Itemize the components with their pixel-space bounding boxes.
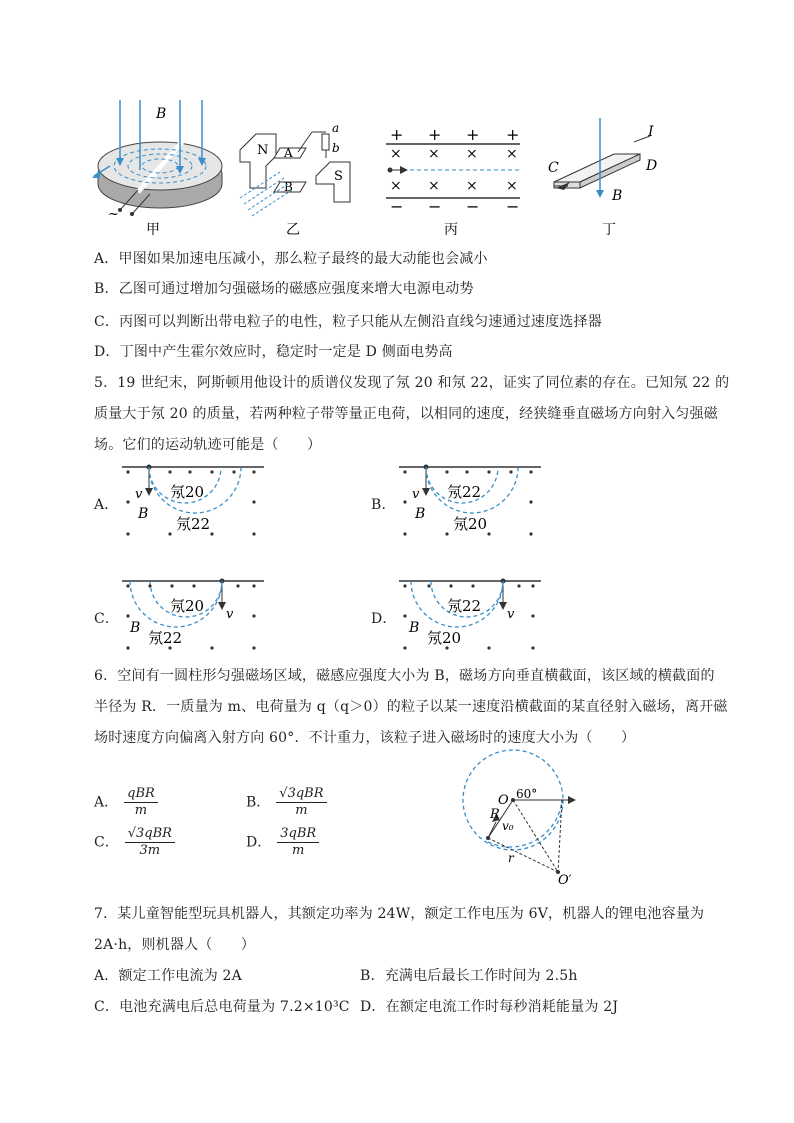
cross-7: × — [466, 178, 478, 194]
q7-option-b: B．充满电后最长工作时间为 2.5h — [360, 968, 578, 984]
q6-option-d-fraction — [277, 826, 319, 859]
minus-3: − — [466, 197, 480, 216]
q4-option-b: B．乙图可通过增加匀强磁场的磁感应强度来增大电源电动势 — [94, 281, 474, 297]
plus-1: + — [390, 125, 404, 144]
q5-option-c-figure — [118, 574, 268, 654]
q6-option-d-label: D． — [246, 834, 272, 851]
q6-option-a-numerator: qBR — [124, 786, 158, 803]
q5-stem-line3: 场。它们的运动轨迹可能是（ ） — [94, 437, 322, 453]
q6-option-c-fraction — [125, 826, 175, 859]
q6-option-d-denominator: m — [292, 843, 305, 858]
hall-effect-figure — [548, 118, 657, 204]
q5c-B-label: B — [130, 620, 141, 636]
q6-figure — [458, 742, 588, 887]
plate-B-label: B — [284, 180, 293, 194]
minus-1: − — [390, 197, 404, 216]
q5d-v-label: v — [507, 607, 515, 622]
magnet-S-label: S — [334, 169, 343, 184]
q5c-v-label: v — [226, 607, 234, 622]
figure-jia-caption: 甲 — [146, 222, 160, 238]
q6-option-b-fraction — [276, 786, 326, 819]
q4-figures — [80, 92, 720, 240]
terminal-b-label: b — [332, 141, 340, 155]
plus-3: + — [466, 125, 480, 144]
q6-option-a-label: A． — [94, 794, 119, 811]
q5a-B-label: B — [138, 506, 149, 522]
q5b-outer-label: 氖20 — [453, 515, 488, 533]
q6-option-d — [246, 826, 319, 859]
q5-option-a-figure — [118, 460, 268, 540]
q6-fig-Oprime-label: O′ — [558, 873, 572, 887]
q6-option-b-numerator: √3qBR — [276, 786, 326, 803]
q5a-v-label: v — [135, 487, 143, 502]
q5-option-a-label: A． — [94, 497, 119, 513]
cross-2: × — [428, 146, 440, 162]
q7-option-c: C．电池充满电后总电荷量为 7.2×10³C — [94, 999, 350, 1015]
mhd-generator-figure — [240, 121, 350, 216]
hall-I-label: I — [648, 124, 654, 140]
cyclotron-ac-label: ~ — [108, 207, 119, 222]
q6-option-a-denominator: m — [134, 803, 148, 818]
minus-2: − — [428, 197, 442, 216]
hall-C-label: C — [548, 160, 559, 176]
q6-option-b — [246, 786, 327, 819]
q5-option-d-figure — [395, 574, 545, 654]
q5d-outer-label: 氖20 — [427, 629, 462, 647]
q5c-outer-label: 氖22 — [148, 629, 183, 647]
q4-option-d: D．丁图中产生霍尔效应时，稳定时一定是 D 侧面电势高 — [94, 344, 453, 360]
figure-bing-caption: 丙 — [444, 222, 458, 238]
q6-option-c — [94, 826, 175, 859]
plus-2: + — [428, 125, 442, 144]
q5-option-d-label: D． — [371, 611, 397, 627]
q6-option-b-denominator: m — [295, 803, 308, 818]
q6-fig-R-label: R — [490, 807, 500, 822]
q6-option-c-denominator: 3m — [139, 843, 161, 858]
q6-option-d-numerator: 3qBR — [277, 826, 319, 843]
q6-fig-angle-label: 60° — [516, 787, 538, 801]
q6-option-b-label: B． — [246, 794, 271, 811]
cross-4: × — [506, 146, 518, 162]
plus-4: + — [506, 125, 520, 144]
q7-stem-line2: 2A·h，则机器人（ ） — [94, 937, 256, 953]
cross-5: × — [390, 178, 402, 194]
q7-option-d: D．在额定电流工作时每秒消耗能量为 2J — [360, 999, 619, 1015]
q7-option-a: A．额定工作电流为 2A — [94, 968, 242, 984]
cross-8: × — [506, 178, 518, 194]
q6-stem-line2: 半径为 R．一质量为 m、电荷量为 q（q＞0）的粒子以某一速度沿横截面的某直径射入磁场，离开磁 — [94, 699, 728, 715]
cyclotron-B-label: B — [156, 106, 167, 122]
q5b-B-label: B — [415, 506, 426, 522]
cross-1: × — [390, 146, 402, 162]
q5d-inner-label: 氖22 — [447, 597, 482, 615]
q6-option-c-label: C． — [94, 834, 119, 851]
cyclotron-figure — [92, 100, 222, 222]
q6-stem-line1: 6．空间有一圆柱形匀强磁场区域，磁感应强度大小为 B，磁场方向垂直横截面，该区域的横截面的 — [94, 668, 715, 684]
cross-3: × — [466, 146, 478, 162]
q5d-B-label: B — [409, 620, 420, 636]
hall-D-label: D — [646, 158, 658, 174]
q6-fig-O-label: O — [498, 793, 509, 808]
q6-option-a — [94, 786, 158, 819]
q5a-inner-label: 氖20 — [170, 483, 205, 501]
figure-ding-caption: 丁 — [602, 222, 616, 238]
q5a-outer-label: 氖22 — [176, 515, 211, 533]
q5-stem-line2: 质量大于氖 20 的质量，若两种粒子带等量正电荷，以相同的速度，经狭缝垂直磁场方向射入匀强磁 — [94, 406, 718, 422]
q5-option-b-label: B． — [371, 497, 396, 513]
q5c-inner-label: 氖20 — [170, 597, 205, 615]
q5-option-b-figure — [395, 460, 545, 540]
terminal-a-label: a — [332, 121, 340, 135]
q5b-inner-label: 氖22 — [447, 483, 482, 501]
q6-option-a-fraction — [124, 786, 158, 819]
magnet-N-label: N — [257, 143, 269, 158]
q4-option-c: C．丙图可以判断出带电粒子的电性，粒子只能从左侧沿直线匀速通过速度选择器 — [94, 314, 602, 330]
q4-option-a: A．甲图如果加速电压减小，那么粒子最终的最大动能也会减小 — [94, 251, 488, 267]
q6-fig-v0-label: v₀ — [502, 819, 514, 833]
q6-stem-line3: 场时速度方向偏离入射方向 60°．不计重力，该粒子进入磁场时的速度大小为（ ） — [94, 730, 636, 746]
hall-B-label: B — [612, 188, 623, 204]
minus-4: − — [506, 197, 520, 216]
q5-stem-line1: 5．19 世纪末，阿斯顿用他设计的质谱仪发现了氖 20 和氖 22，证实了同位素的存在。已知氖 22 的 — [94, 375, 730, 391]
q5-option-c-label: C． — [94, 611, 120, 627]
velocity-selector-figure — [386, 125, 520, 216]
plate-A-label: A — [284, 146, 293, 160]
cross-6: × — [428, 178, 440, 194]
figure-yi-caption: 乙 — [286, 222, 300, 238]
q7-stem-line1: 7．某儿童智能型玩具机器人，其额定功率为 24W，额定工作电压为 6V，机器人的锂电池容量为 — [94, 906, 705, 922]
q6-option-c-numerator: √3qBR — [125, 826, 175, 843]
q5b-v-label: v — [412, 487, 420, 502]
q6-fig-r-label: r — [508, 851, 514, 865]
